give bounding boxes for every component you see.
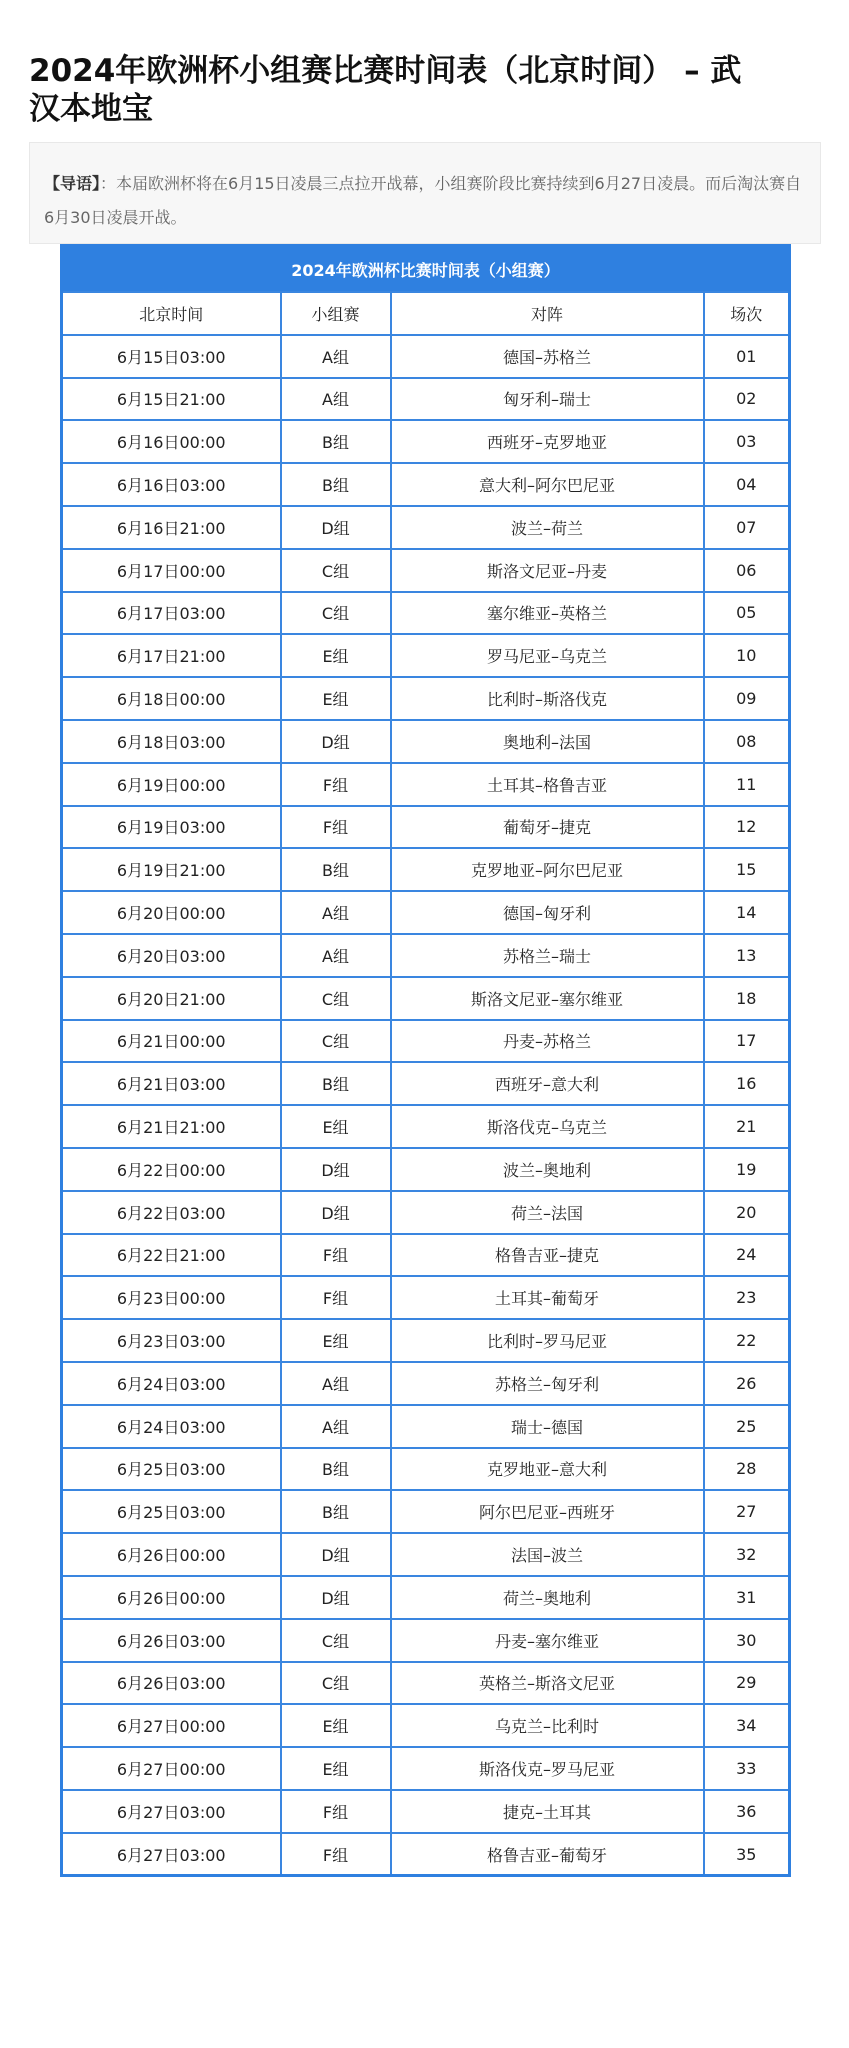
cell-match: 罗马尼亚–乌克兰 xyxy=(391,634,704,677)
table-row xyxy=(62,1105,790,1148)
cell-group: A组 xyxy=(281,934,391,977)
cell-time: 6月27日03:00 xyxy=(62,1790,281,1833)
cell-time: 6月18日03:00 xyxy=(62,720,281,763)
header-game-number: 场次 xyxy=(704,292,790,335)
cell-game-number: 08 xyxy=(704,720,790,763)
cell-group: F组 xyxy=(281,1833,391,1876)
cell-game-number: 11 xyxy=(704,763,790,806)
cell-group: D组 xyxy=(281,720,391,763)
table-row xyxy=(62,763,790,806)
cell-match: 捷克–土耳其 xyxy=(391,1790,704,1833)
cell-time: 6月17日03:00 xyxy=(62,592,281,635)
cell-game-number: 27 xyxy=(704,1490,790,1533)
cell-match: 荷兰–法国 xyxy=(391,1191,704,1234)
cell-time: 6月19日03:00 xyxy=(62,806,281,849)
table-row xyxy=(62,1062,790,1105)
cell-game-number: 29 xyxy=(704,1662,790,1705)
intro-box xyxy=(29,142,821,244)
cell-group: F组 xyxy=(281,1790,391,1833)
cell-group: C组 xyxy=(281,592,391,635)
cell-time: 6月21日03:00 xyxy=(62,1062,281,1105)
cell-game-number: 24 xyxy=(704,1234,790,1277)
table-body xyxy=(62,335,790,1876)
cell-time: 6月25日03:00 xyxy=(62,1490,281,1533)
schedule-table xyxy=(60,244,791,1877)
cell-match: 克罗地亚–阿尔巴尼亚 xyxy=(391,848,704,891)
table-row xyxy=(62,891,790,934)
table-row xyxy=(62,1790,790,1833)
table-row xyxy=(62,1662,790,1705)
cell-group: E组 xyxy=(281,1704,391,1747)
cell-game-number: 01 xyxy=(704,335,790,378)
cell-game-number: 26 xyxy=(704,1362,790,1405)
cell-group: A组 xyxy=(281,891,391,934)
table-row xyxy=(62,1448,790,1491)
table-row xyxy=(62,549,790,592)
cell-match: 苏格兰–匈牙利 xyxy=(391,1362,704,1405)
cell-game-number: 18 xyxy=(704,977,790,1020)
cell-time: 6月16日03:00 xyxy=(62,463,281,506)
cell-match: 斯洛伐克–罗马尼亚 xyxy=(391,1747,704,1790)
cell-group: A组 xyxy=(281,335,391,378)
cell-group: B组 xyxy=(281,1490,391,1533)
cell-group: B组 xyxy=(281,1448,391,1491)
cell-game-number: 34 xyxy=(704,1704,790,1747)
cell-time: 6月21日21:00 xyxy=(62,1105,281,1148)
cell-group: C组 xyxy=(281,1020,391,1063)
cell-time: 6月17日00:00 xyxy=(62,549,281,592)
cell-game-number: 05 xyxy=(704,592,790,635)
cell-game-number: 15 xyxy=(704,848,790,891)
table-row xyxy=(62,1276,790,1319)
table-row xyxy=(62,934,790,977)
table-row xyxy=(62,506,790,549)
cell-group: B组 xyxy=(281,463,391,506)
cell-game-number: 28 xyxy=(704,1448,790,1491)
cell-group: B组 xyxy=(281,420,391,463)
cell-time: 6月15日21:00 xyxy=(62,378,281,421)
cell-group: C组 xyxy=(281,549,391,592)
cell-group: F组 xyxy=(281,1276,391,1319)
table-row xyxy=(62,1405,790,1448)
table-row xyxy=(62,592,790,635)
cell-match: 葡萄牙–捷克 xyxy=(391,806,704,849)
cell-match: 法国–波兰 xyxy=(391,1533,704,1576)
cell-match: 比利时–斯洛伐克 xyxy=(391,677,704,720)
cell-time: 6月18日00:00 xyxy=(62,677,281,720)
table-row xyxy=(62,1833,790,1876)
cell-group: D组 xyxy=(281,1148,391,1191)
cell-game-number: 14 xyxy=(704,891,790,934)
cell-group: D组 xyxy=(281,1576,391,1619)
table-row xyxy=(62,848,790,891)
table-row xyxy=(62,634,790,677)
cell-time: 6月24日03:00 xyxy=(62,1405,281,1448)
table-row xyxy=(62,806,790,849)
cell-match: 英格兰–斯洛文尼亚 xyxy=(391,1662,704,1705)
cell-group: E组 xyxy=(281,1319,391,1362)
cell-match: 阿尔巴尼亚–西班牙 xyxy=(391,1490,704,1533)
table-row xyxy=(62,720,790,763)
cell-game-number: 25 xyxy=(704,1405,790,1448)
cell-group: D组 xyxy=(281,1533,391,1576)
cell-time: 6月21日00:00 xyxy=(62,1020,281,1063)
cell-time: 6月22日03:00 xyxy=(62,1191,281,1234)
cell-time: 6月16日21:00 xyxy=(62,506,281,549)
table-row xyxy=(62,1234,790,1277)
cell-match: 土耳其–格鲁吉亚 xyxy=(391,763,704,806)
cell-game-number: 31 xyxy=(704,1576,790,1619)
cell-game-number: 35 xyxy=(704,1833,790,1876)
cell-game-number: 21 xyxy=(704,1105,790,1148)
cell-group: F组 xyxy=(281,806,391,849)
cell-match: 奥地利–法国 xyxy=(391,720,704,763)
cell-time: 6月26日03:00 xyxy=(62,1662,281,1705)
cell-game-number: 16 xyxy=(704,1062,790,1105)
cell-match: 比利时–罗马尼亚 xyxy=(391,1319,704,1362)
cell-time: 6月19日21:00 xyxy=(62,848,281,891)
cell-match: 斯洛文尼亚–塞尔维亚 xyxy=(391,977,704,1020)
table-row xyxy=(62,1020,790,1063)
cell-group: E组 xyxy=(281,1105,391,1148)
cell-time: 6月27日00:00 xyxy=(62,1747,281,1790)
cell-match: 西班牙–克罗地亚 xyxy=(391,420,704,463)
cell-group: B组 xyxy=(281,848,391,891)
table-row xyxy=(62,463,790,506)
cell-time: 6月19日00:00 xyxy=(62,763,281,806)
table-row xyxy=(62,1576,790,1619)
cell-group: E组 xyxy=(281,677,391,720)
cell-game-number: 36 xyxy=(704,1790,790,1833)
intro-text: ：本届欧洲杯将在6月15日凌晨三点拉开战幕，小组赛阶段比赛持续到6月27日凌晨。而后淘汰赛自6月30日凌晨开战。 xyxy=(44,174,802,227)
cell-time: 6月20日21:00 xyxy=(62,977,281,1020)
cell-match: 格鲁吉亚–葡萄牙 xyxy=(391,1833,704,1876)
cell-game-number: 03 xyxy=(704,420,790,463)
cell-group: E组 xyxy=(281,634,391,677)
article-title: 2024年欧洲杯小组赛比赛时间表（北京时间） – 武汉本地宝 xyxy=(29,53,742,127)
cell-time: 6月27日00:00 xyxy=(62,1704,281,1747)
cell-time: 6月24日03:00 xyxy=(62,1362,281,1405)
table-row xyxy=(62,1319,790,1362)
cell-match: 乌克兰–比利时 xyxy=(391,1704,704,1747)
table-row xyxy=(62,378,790,421)
table-caption-row xyxy=(62,246,790,293)
cell-match: 塞尔维亚–英格兰 xyxy=(391,592,704,635)
cell-time: 6月26日00:00 xyxy=(62,1533,281,1576)
cell-game-number: 17 xyxy=(704,1020,790,1063)
cell-group: F组 xyxy=(281,1234,391,1277)
table-row xyxy=(62,1533,790,1576)
cell-game-number: 32 xyxy=(704,1533,790,1576)
cell-match: 匈牙利–瑞士 xyxy=(391,378,704,421)
cell-group: E组 xyxy=(281,1747,391,1790)
cell-match: 意大利–阿尔巴尼亚 xyxy=(391,463,704,506)
cell-time: 6月22日00:00 xyxy=(62,1148,281,1191)
table-row xyxy=(62,420,790,463)
cell-time: 6月23日03:00 xyxy=(62,1319,281,1362)
cell-game-number: 07 xyxy=(704,506,790,549)
cell-game-number: 10 xyxy=(704,634,790,677)
cell-group: C组 xyxy=(281,1619,391,1662)
cell-game-number: 04 xyxy=(704,463,790,506)
cell-game-number: 13 xyxy=(704,934,790,977)
cell-time: 6月17日21:00 xyxy=(62,634,281,677)
cell-match: 德国–匈牙利 xyxy=(391,891,704,934)
cell-group: C组 xyxy=(281,1662,391,1705)
cell-group: A组 xyxy=(281,378,391,421)
table-row xyxy=(62,977,790,1020)
cell-time: 6月25日03:00 xyxy=(62,1448,281,1491)
cell-match: 丹麦–苏格兰 xyxy=(391,1020,704,1063)
cell-game-number: 19 xyxy=(704,1148,790,1191)
table-row xyxy=(62,1362,790,1405)
cell-group: A组 xyxy=(281,1362,391,1405)
table-row xyxy=(62,1148,790,1191)
cell-match: 苏格兰–瑞士 xyxy=(391,934,704,977)
table-caption: 2024年欧洲杯比赛时间表（小组赛） xyxy=(62,246,790,293)
cell-match: 西班牙–意大利 xyxy=(391,1062,704,1105)
cell-match: 德国–苏格兰 xyxy=(391,335,704,378)
cell-game-number: 33 xyxy=(704,1747,790,1790)
cell-group: F组 xyxy=(281,763,391,806)
header-time: 北京时间 xyxy=(62,292,281,335)
table-header-row xyxy=(62,292,790,335)
cell-game-number: 23 xyxy=(704,1276,790,1319)
table-row xyxy=(62,335,790,378)
table-row xyxy=(62,1490,790,1533)
header-group: 小组赛 xyxy=(281,292,391,335)
table-row xyxy=(62,1619,790,1662)
cell-time: 6月22日21:00 xyxy=(62,1234,281,1277)
cell-group: A组 xyxy=(281,1405,391,1448)
cell-game-number: 22 xyxy=(704,1319,790,1362)
cell-game-number: 02 xyxy=(704,378,790,421)
schedule-table-container xyxy=(60,244,788,1877)
cell-game-number: 12 xyxy=(704,806,790,849)
cell-match: 格鲁吉亚–捷克 xyxy=(391,1234,704,1277)
cell-time: 6月26日03:00 xyxy=(62,1619,281,1662)
table-row xyxy=(62,677,790,720)
cell-game-number: 06 xyxy=(704,549,790,592)
table-row xyxy=(62,1747,790,1790)
header-match: 对阵 xyxy=(391,292,704,335)
cell-time: 6月27日03:00 xyxy=(62,1833,281,1876)
cell-match: 瑞士–德国 xyxy=(391,1405,704,1448)
cell-time: 6月20日03:00 xyxy=(62,934,281,977)
cell-group: D组 xyxy=(281,506,391,549)
cell-group: C组 xyxy=(281,977,391,1020)
table-row xyxy=(62,1191,790,1234)
cell-match: 土耳其–葡萄牙 xyxy=(391,1276,704,1319)
cell-time: 6月20日00:00 xyxy=(62,891,281,934)
cell-match: 克罗地亚–意大利 xyxy=(391,1448,704,1491)
cell-match: 斯洛伐克–乌克兰 xyxy=(391,1105,704,1148)
cell-match: 斯洛文尼亚–丹麦 xyxy=(391,549,704,592)
cell-match: 波兰–荷兰 xyxy=(391,506,704,549)
cell-group: B组 xyxy=(281,1062,391,1105)
cell-game-number: 30 xyxy=(704,1619,790,1662)
cell-time: 6月26日00:00 xyxy=(62,1576,281,1619)
cell-match: 荷兰–奥地利 xyxy=(391,1576,704,1619)
cell-time: 6月16日00:00 xyxy=(62,420,281,463)
cell-time: 6月23日00:00 xyxy=(62,1276,281,1319)
cell-match: 波兰–奥地利 xyxy=(391,1148,704,1191)
cell-time: 6月15日03:00 xyxy=(62,335,281,378)
cell-match: 丹麦–塞尔维亚 xyxy=(391,1619,704,1662)
intro-label: 【导语】 xyxy=(44,174,101,193)
table-row xyxy=(62,1704,790,1747)
cell-game-number: 09 xyxy=(704,677,790,720)
cell-group: D组 xyxy=(281,1191,391,1234)
cell-game-number: 20 xyxy=(704,1191,790,1234)
